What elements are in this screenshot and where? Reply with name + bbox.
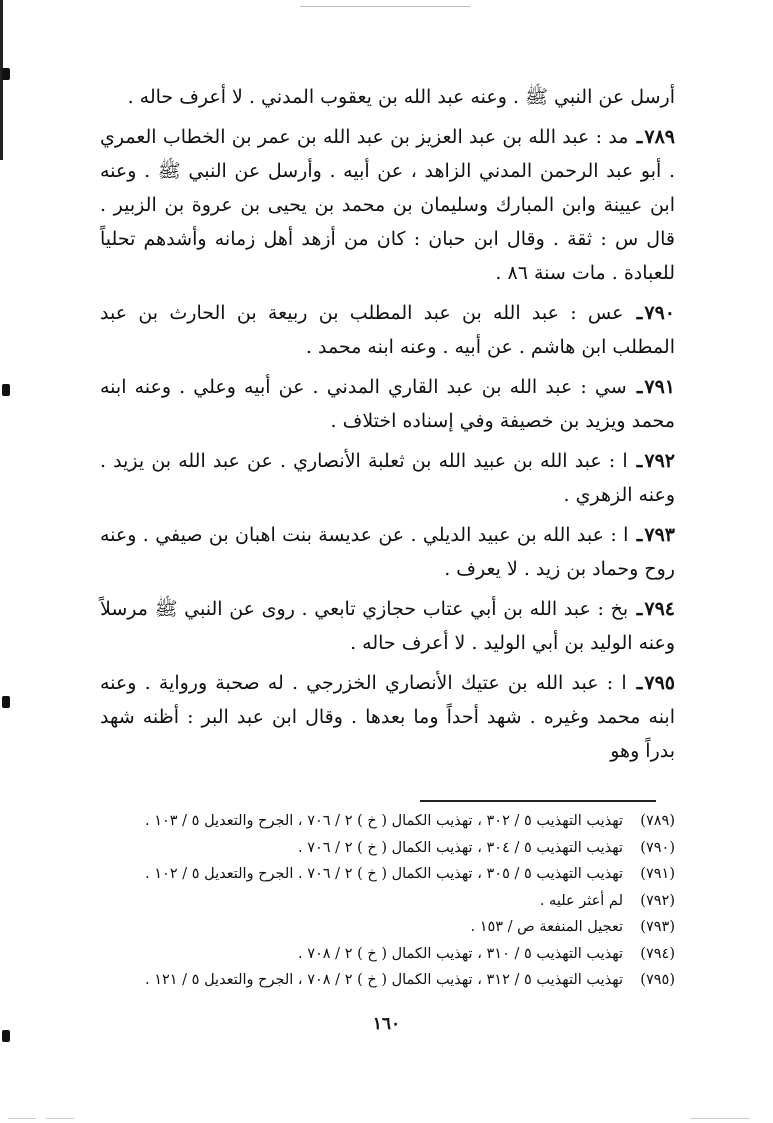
entry-792 — [100, 444, 675, 512]
binding-mark — [2, 696, 10, 708]
entry-790 — [100, 296, 675, 364]
entry-number: ٧٩٤ — [644, 598, 675, 620]
entry-number: ٧٩٣ — [644, 524, 675, 546]
entry-789 — [100, 120, 675, 290]
binding-mark — [2, 384, 10, 396]
footnote — [100, 808, 675, 835]
entry-dash: ـ — [636, 302, 643, 324]
entry-dash: ـ — [636, 126, 643, 148]
footnote-text: تهذيب التهذيب ٥ / ٣١٠ ، تهذيب الكمال ( خ ) ٢ / ٧٠٨ . — [297, 945, 623, 962]
footnote-text: تهذيب التهذيب ٥ / ٣١٢ ، تهذيب الكمال ( خ ) ٢ / ٧٠٨ ، الجرح والتعديل ٥ / ١٢١ . — [144, 972, 623, 988]
entry-794 — [100, 592, 675, 660]
footnote — [100, 861, 675, 888]
footnote — [100, 967, 675, 994]
entry-text: ا : عبد الله بن عبيد الله بن ثعلبة الأنصاري . عن عبد الله بن يزيد . وعنه الزهري . — [100, 450, 675, 506]
entry-number: ٧٩١ — [644, 376, 676, 398]
footnote-text: تهذيب التهذيب ٥ / ٣٠٢ ، تهذيب الكمال ( خ ) ٢ / ٧٠٦ ، الجرح والتعديل ٥ / ١٠٣ . — [144, 813, 623, 829]
page-number: ١٦٠ — [372, 1014, 401, 1034]
intro-line: أرسل عن النبي ﷺ . وعنه عبد الله بن يعقوب المدني . لا أعرف حاله . — [127, 86, 675, 108]
entry-dash: ـ — [636, 450, 643, 472]
entry-number: ٧٩٠ — [644, 302, 675, 324]
binding-mark — [2, 68, 10, 80]
entry-text: ا : عبد الله بن عبيد الديلي . عن عديسة بنت اهبان بن صيفي . وعنه روح وحماد بن زيد . لا يعرف . — [100, 524, 675, 580]
entry-dash: ـ — [636, 672, 643, 694]
footnote-separator — [420, 800, 656, 802]
bottom-rule — [8, 1118, 36, 1119]
footnote-number: (٧٩٤) — [640, 945, 675, 962]
bottom-rule — [690, 1118, 750, 1119]
footnote-number: (٧٩٣) — [640, 919, 675, 935]
footnote-text: لم أعثر عليه . — [539, 892, 623, 909]
entry-text: ا : عبد الله بن عتيك الأنصاري الخزرجي . له صحبة ورواية . وعنه ابنه محمد وغيره . شهد أحداً وما بعدها . وقال ابن عبد البر : أظنه شهد بدراً وهو — [100, 672, 675, 762]
footnote — [100, 941, 675, 968]
bottom-rule — [46, 1118, 74, 1119]
entry-number: ٧٩٢ — [644, 450, 675, 472]
footnote-number: (٧٩١) — [640, 866, 675, 882]
entry-text: مد : عبد الله بن عبد العزيز بن عبد الله بن عمر بن الخطاب العمري . أبو عبد الرحمن المدني الزاهد ، عن أبيه . وأرسل عن النبي ﷺ . وعنه ابن عيينة وابن المبارك وسليمان بن محمد بن يحيى بن عروة بن الزبير . قال س : ثقة . وقال ابن حبان : كان من أزهد أهل زمانه وأشدهم تحلياً للعبادة . مات سنة ٨٦ . — [100, 126, 675, 284]
footnote-number: (٧٩٢) — [640, 892, 675, 909]
footnote — [100, 888, 675, 915]
entry-text: بخ : عبد الله بن أبي عتاب حجازي تابعي . روى عن النبي ﷺ مرسلاً وعنه الوليد بن أبي الوليد . لا أعرف حاله . — [100, 598, 675, 654]
footnote-text: تهذيب التهذيب ٥ / ٣٠٥ ، تهذيب الكمال ( خ ) ٢ / ٧٠٦ . الجرح والتعديل ٥ / ١٠٢ . — [145, 866, 623, 882]
footnotes — [100, 808, 675, 994]
footnote-number: (٧٩٠) — [640, 839, 675, 856]
entry-dash: ـ — [636, 598, 643, 620]
entry-793 — [100, 518, 675, 586]
entry-dash: ـ — [636, 524, 643, 546]
page-edge — [0, 0, 3, 160]
footnote-number: (٧٩٥) — [640, 972, 675, 988]
entry-791 — [100, 370, 675, 438]
entry-text: سي : عبد الله بن عبد القاري المدني . عن أبيه وعلي . وعنه ابنه محمد ويزيد بن خصيفة وفي إسناده اختلاف . — [100, 376, 675, 432]
entry-dash: ـ — [636, 376, 643, 398]
entry-number: ٧٩٥ — [644, 672, 675, 694]
entry-795 — [100, 666, 675, 768]
entry-number: ٧٨٩ — [644, 126, 675, 148]
top-rule — [300, 6, 470, 7]
footnote-text: تعجيل المنفعة ص / ١٥٣ . — [470, 919, 623, 935]
footnote — [100, 835, 675, 862]
footnote-number: (٧٨٩) — [640, 813, 675, 829]
footnote — [100, 914, 675, 941]
entry-text: عس : عبد الله بن عبد المطلب بن ربيعة بن الحارث بن عبد المطلب ابن هاشم . عن أبيه . وعنه ابنه محمد . — [100, 302, 675, 358]
footnote-text: تهذيب التهذيب ٥ / ٣٠٤ ، تهذيب الكمال ( خ ) ٢ / ٧٠٦ . — [297, 839, 623, 856]
main-text — [100, 80, 675, 774]
